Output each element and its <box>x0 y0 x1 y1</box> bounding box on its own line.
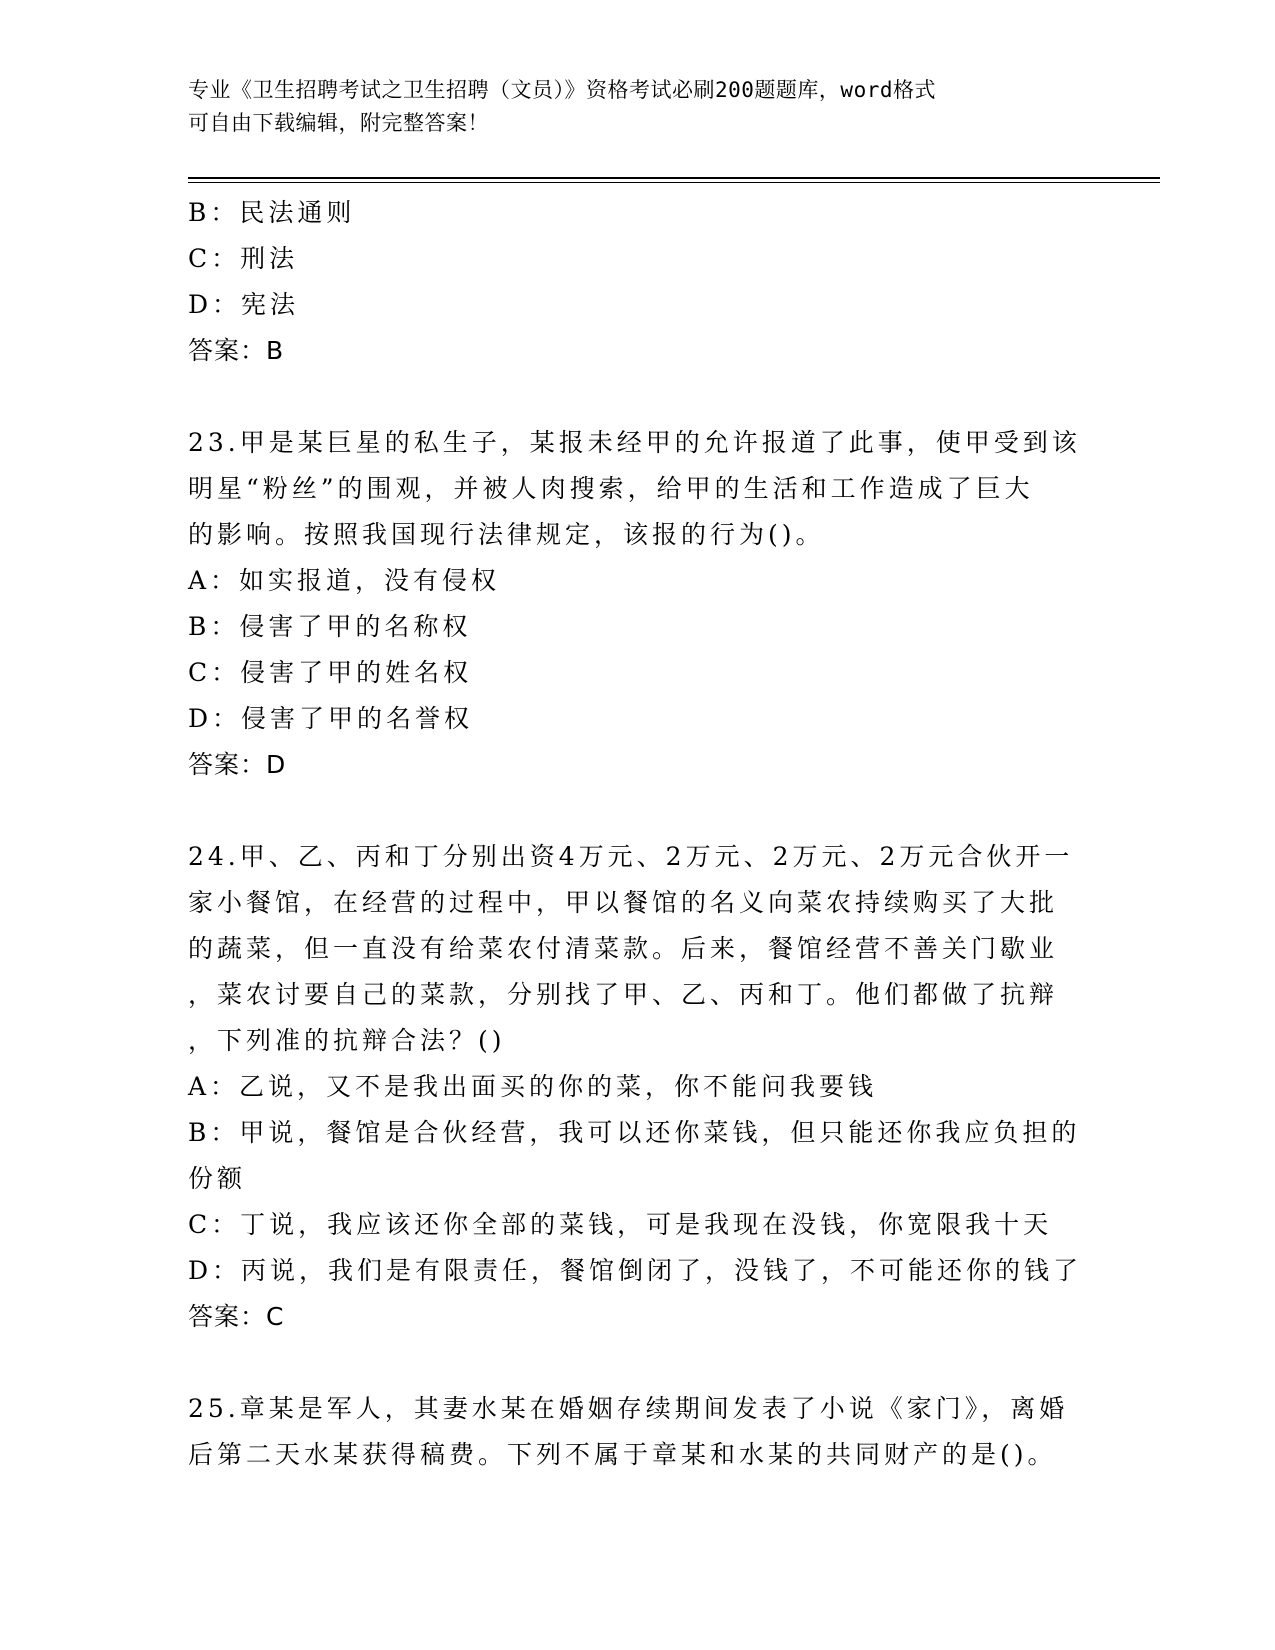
option-b: B：民法通则 <box>188 198 356 227</box>
question-stem: 24.甲、乙、丙和丁分别出资4万元、2万元、2万元、2万元合伙开一 <box>188 842 1074 871</box>
option-d: D：宪法 <box>188 290 300 319</box>
answer: 答案：C <box>188 1302 285 1331</box>
header-line-2: 可自由下载编辑，附完整答案！ <box>188 111 489 135</box>
option-c: C：刑法 <box>188 244 299 273</box>
option-a: A：乙说，又不是我出面买的你的菜，你不能问我要钱 <box>188 1072 878 1101</box>
option-b: B：侵害了甲的名称权 <box>188 612 472 641</box>
option-b: B：甲说，餐馆是合伙经营，我可以还你菜钱，但只能还你我应负担的 <box>188 1118 1081 1147</box>
header-rule-thin <box>188 182 1160 183</box>
document-body <box>188 190 1088 1478</box>
question-stem: 23.甲是某巨星的私生子，某报未经甲的允许报道了此事，使甲受到该 <box>188 428 1081 457</box>
question-25 <box>188 1386 1088 1478</box>
question-24 <box>188 834 1088 1340</box>
option-c: C：丁说，我应该还你全部的菜钱，可是我现在没钱，你宽限我十天 <box>188 1210 1053 1239</box>
option-d: D：丙说，我们是有限责任，餐馆倒闭了，没钱了，不可能还你的钱了 <box>188 1256 1083 1285</box>
question-stem: ，菜农讨要自己的菜款，分别找了甲、乙、丙和丁。他们都做了抗辩 <box>188 980 1059 1009</box>
question-stem: 25.章某是军人，其妻水某在婚姻存续期间发表了小说《家门》，离婚 <box>188 1394 1069 1423</box>
option-a: A：如实报道，没有侵权 <box>188 566 501 595</box>
question-stem: 的影响。按照我国现行法律规定，该报的行为()。 <box>188 520 825 549</box>
question-stem: 后第二天水某获得稿费。下列不属于章某和水某的共同财产的是()。 <box>188 1440 1057 1469</box>
header-line-1: 专业《卫生招聘考试之卫生招聘（文员）》资格考试必刷200题题库，word格式 <box>188 78 936 102</box>
answer: 答案：D <box>188 750 287 779</box>
document-header <box>188 74 1088 140</box>
question-stem: ，下列准的抗辩合法？() <box>188 1026 506 1055</box>
answer: 答案：B <box>188 336 285 365</box>
question-stem: 家小餐馆，在经营的过程中，甲以餐馆的名义向菜农持续购买了大批 <box>188 888 1059 917</box>
question-22 <box>188 190 1088 374</box>
option-c: C：侵害了甲的姓名权 <box>188 658 473 687</box>
header-rule-thick <box>188 177 1160 179</box>
option-d: D：侵害了甲的名誉权 <box>188 704 474 733</box>
question-stem: 的蔬菜，但一直没有给菜农付清菜款。后来，餐馆经营不善关门歇业 <box>188 934 1059 963</box>
question-23 <box>188 420 1088 788</box>
question-stem: 明星“粉丝”的围观，并被人肉搜索，给甲的生活和工作造成了巨大 <box>188 474 1034 503</box>
option-b-continued: 份额 <box>188 1164 247 1193</box>
